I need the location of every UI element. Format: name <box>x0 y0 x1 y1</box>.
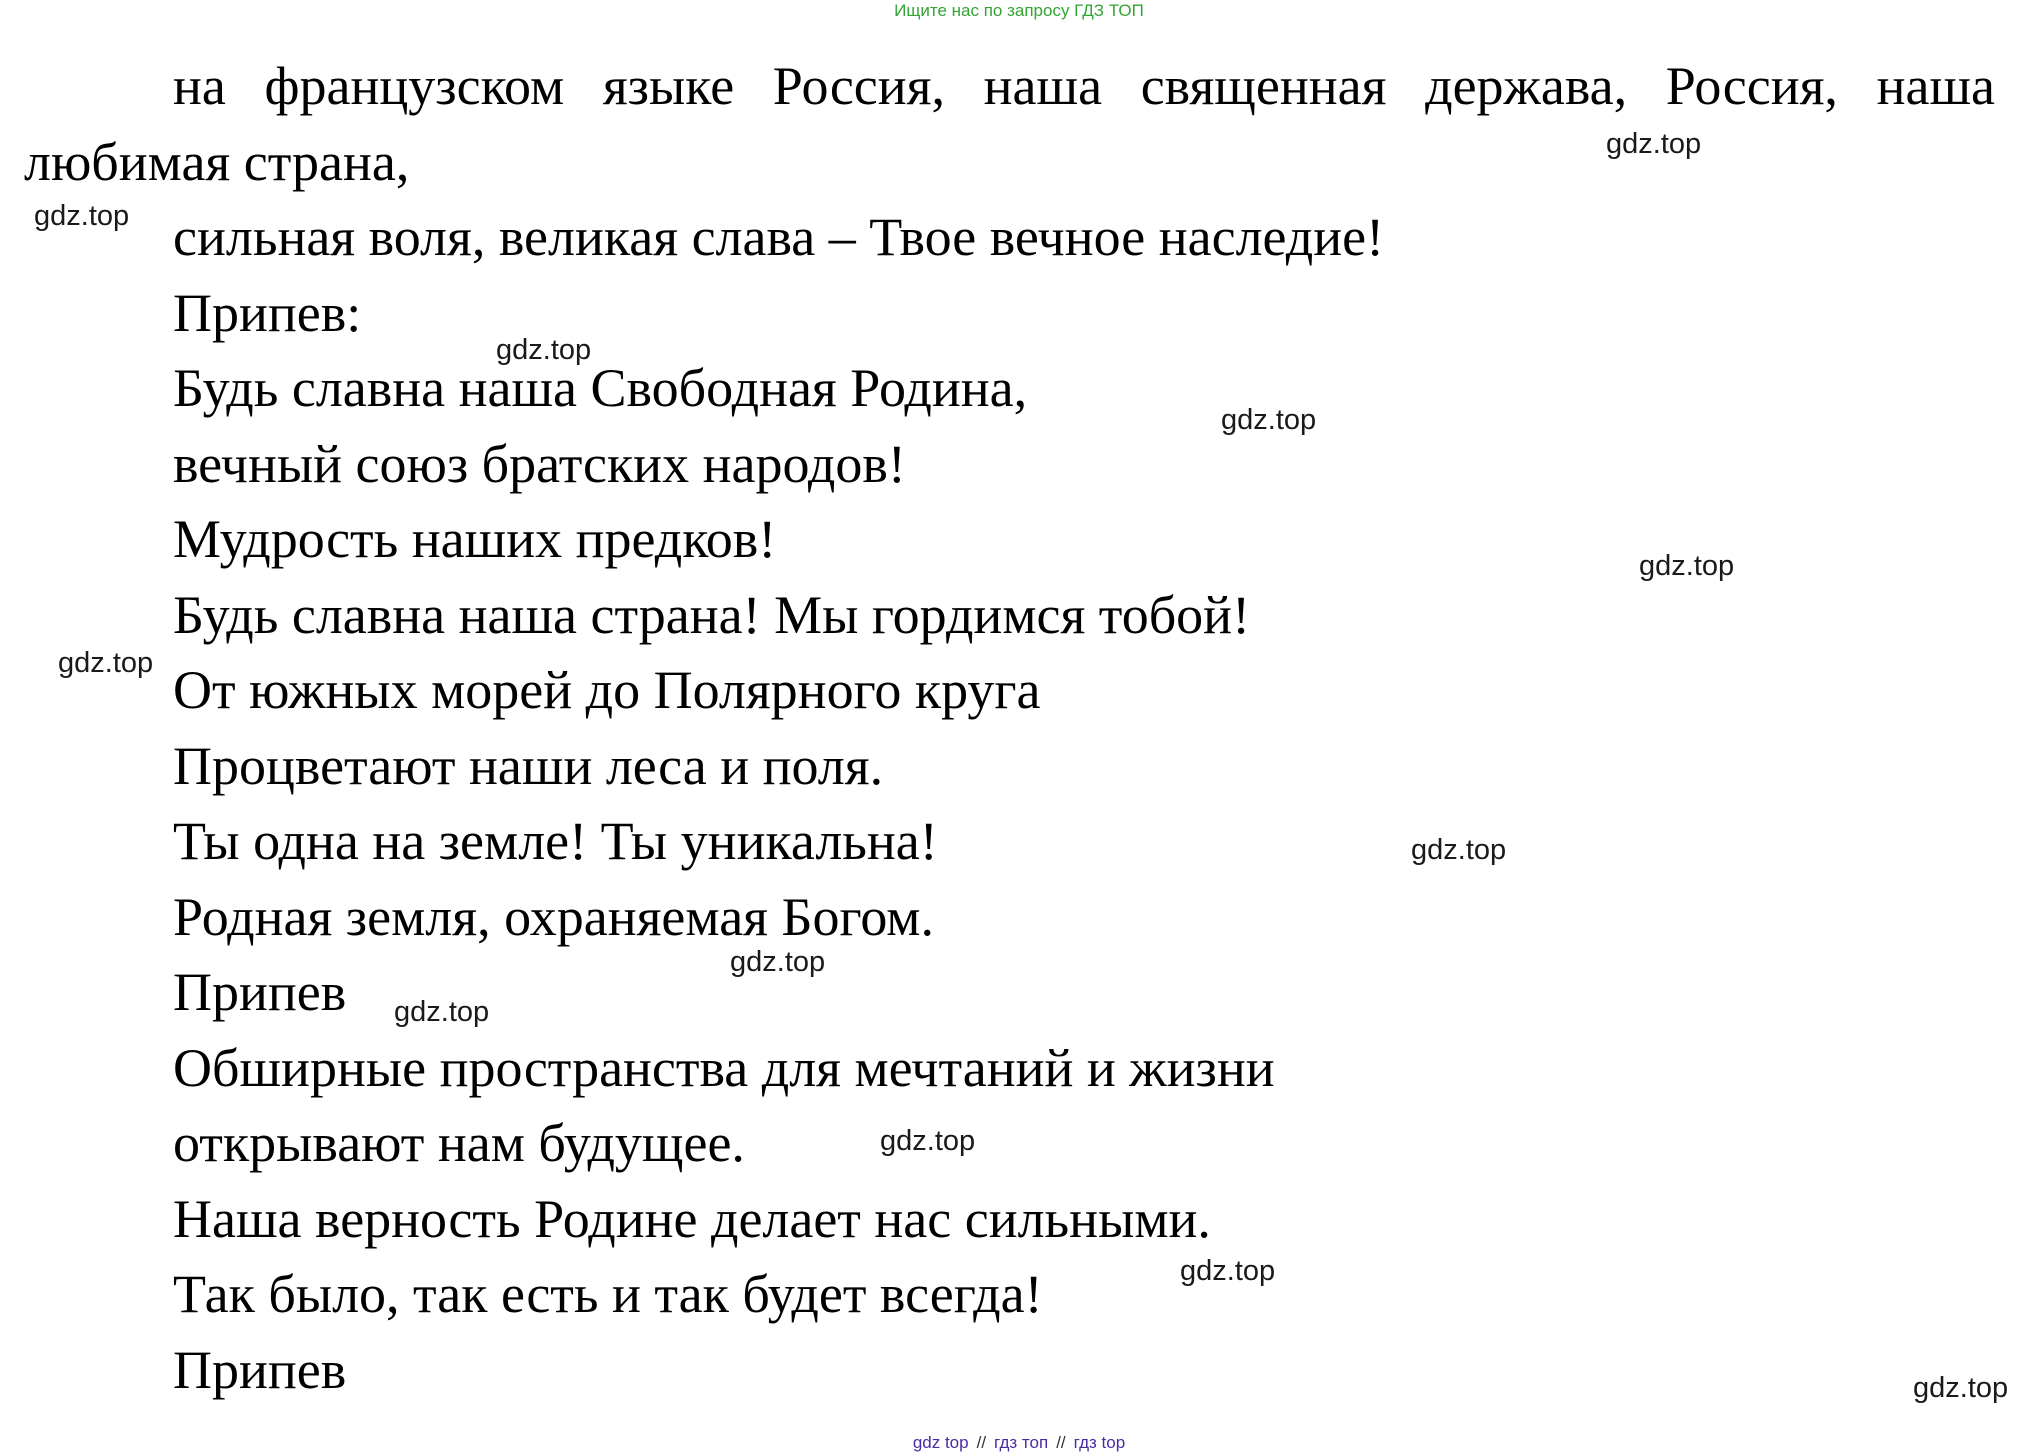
watermark: gdz.top <box>34 200 130 232</box>
watermark: gdz.top <box>1913 1372 2009 1404</box>
lyric-line: От южных морей до Полярного круга <box>173 660 1041 720</box>
lyric-line: Обширные пространства для мечтаний и жизни <box>173 1037 1275 1098</box>
search-hint-text: Ищите нас по запросу ГДЗ ТОП <box>894 1 1144 20</box>
watermark: gdz.top <box>394 996 490 1028</box>
watermark: gdz.top <box>58 647 154 679</box>
watermark: gdz.top <box>1606 128 1702 160</box>
lyric-line: Так было, так есть и так будет всегда! <box>173 1264 1043 1324</box>
lyric-line: Процветают наши леса и поля. <box>173 735 884 796</box>
watermark: gdz.top <box>496 334 592 366</box>
chorus-label: Припев <box>173 962 347 1022</box>
lyric-line: Родная земля, охраняемая Богом. <box>173 886 934 947</box>
watermark: gdz.top <box>1221 404 1317 436</box>
lyric-line: Наша верность Родине делает нас сильными. <box>173 1188 1211 1249</box>
lyric-line: на французском языке Россия, наша священная держава, Россия, наша любимая страна, <box>24 56 1995 192</box>
chorus-label: Припев <box>173 1339 347 1400</box>
lyric-line: Ты одна на земле! Ты уникальна! <box>173 811 938 871</box>
footer-link-gdz-top-cyrillic[interactable]: гдз топ <box>994 1433 1049 1452</box>
lyric-line: Будь славна наша страна! Мы гордимся тобой! <box>173 584 1251 645</box>
footer-separator: // <box>976 1433 987 1452</box>
footer-separator: // <box>1056 1433 1066 1452</box>
footer-links <box>0 1433 2038 1453</box>
watermark: gdz.top <box>1180 1255 1276 1287</box>
anthem-lyrics <box>24 49 1995 1408</box>
chorus-label: Припев: <box>173 282 362 343</box>
watermark: gdz.top <box>880 1125 976 1157</box>
lyric-line: вечный союз братских народов! <box>173 433 906 494</box>
watermark: gdz.top <box>1639 550 1735 582</box>
watermark: gdz.top <box>730 946 826 978</box>
lyric-line: Мудрость наших предков! <box>173 509 777 569</box>
footer-link-gdz-top[interactable]: gdz top <box>912 1433 969 1452</box>
footer-link-gdz-top-mixed[interactable]: гдз top <box>1073 1433 1126 1452</box>
lyric-line: открывают нам будущее. <box>173 1113 745 1173</box>
lyric-line: сильная воля, великая слава – Твое вечное наследие! <box>173 207 1385 267</box>
lyric-line: Будь славна наша Свободная Родина, <box>173 358 1028 418</box>
watermark: gdz.top <box>1411 834 1507 866</box>
top-banner <box>0 0 2038 22</box>
